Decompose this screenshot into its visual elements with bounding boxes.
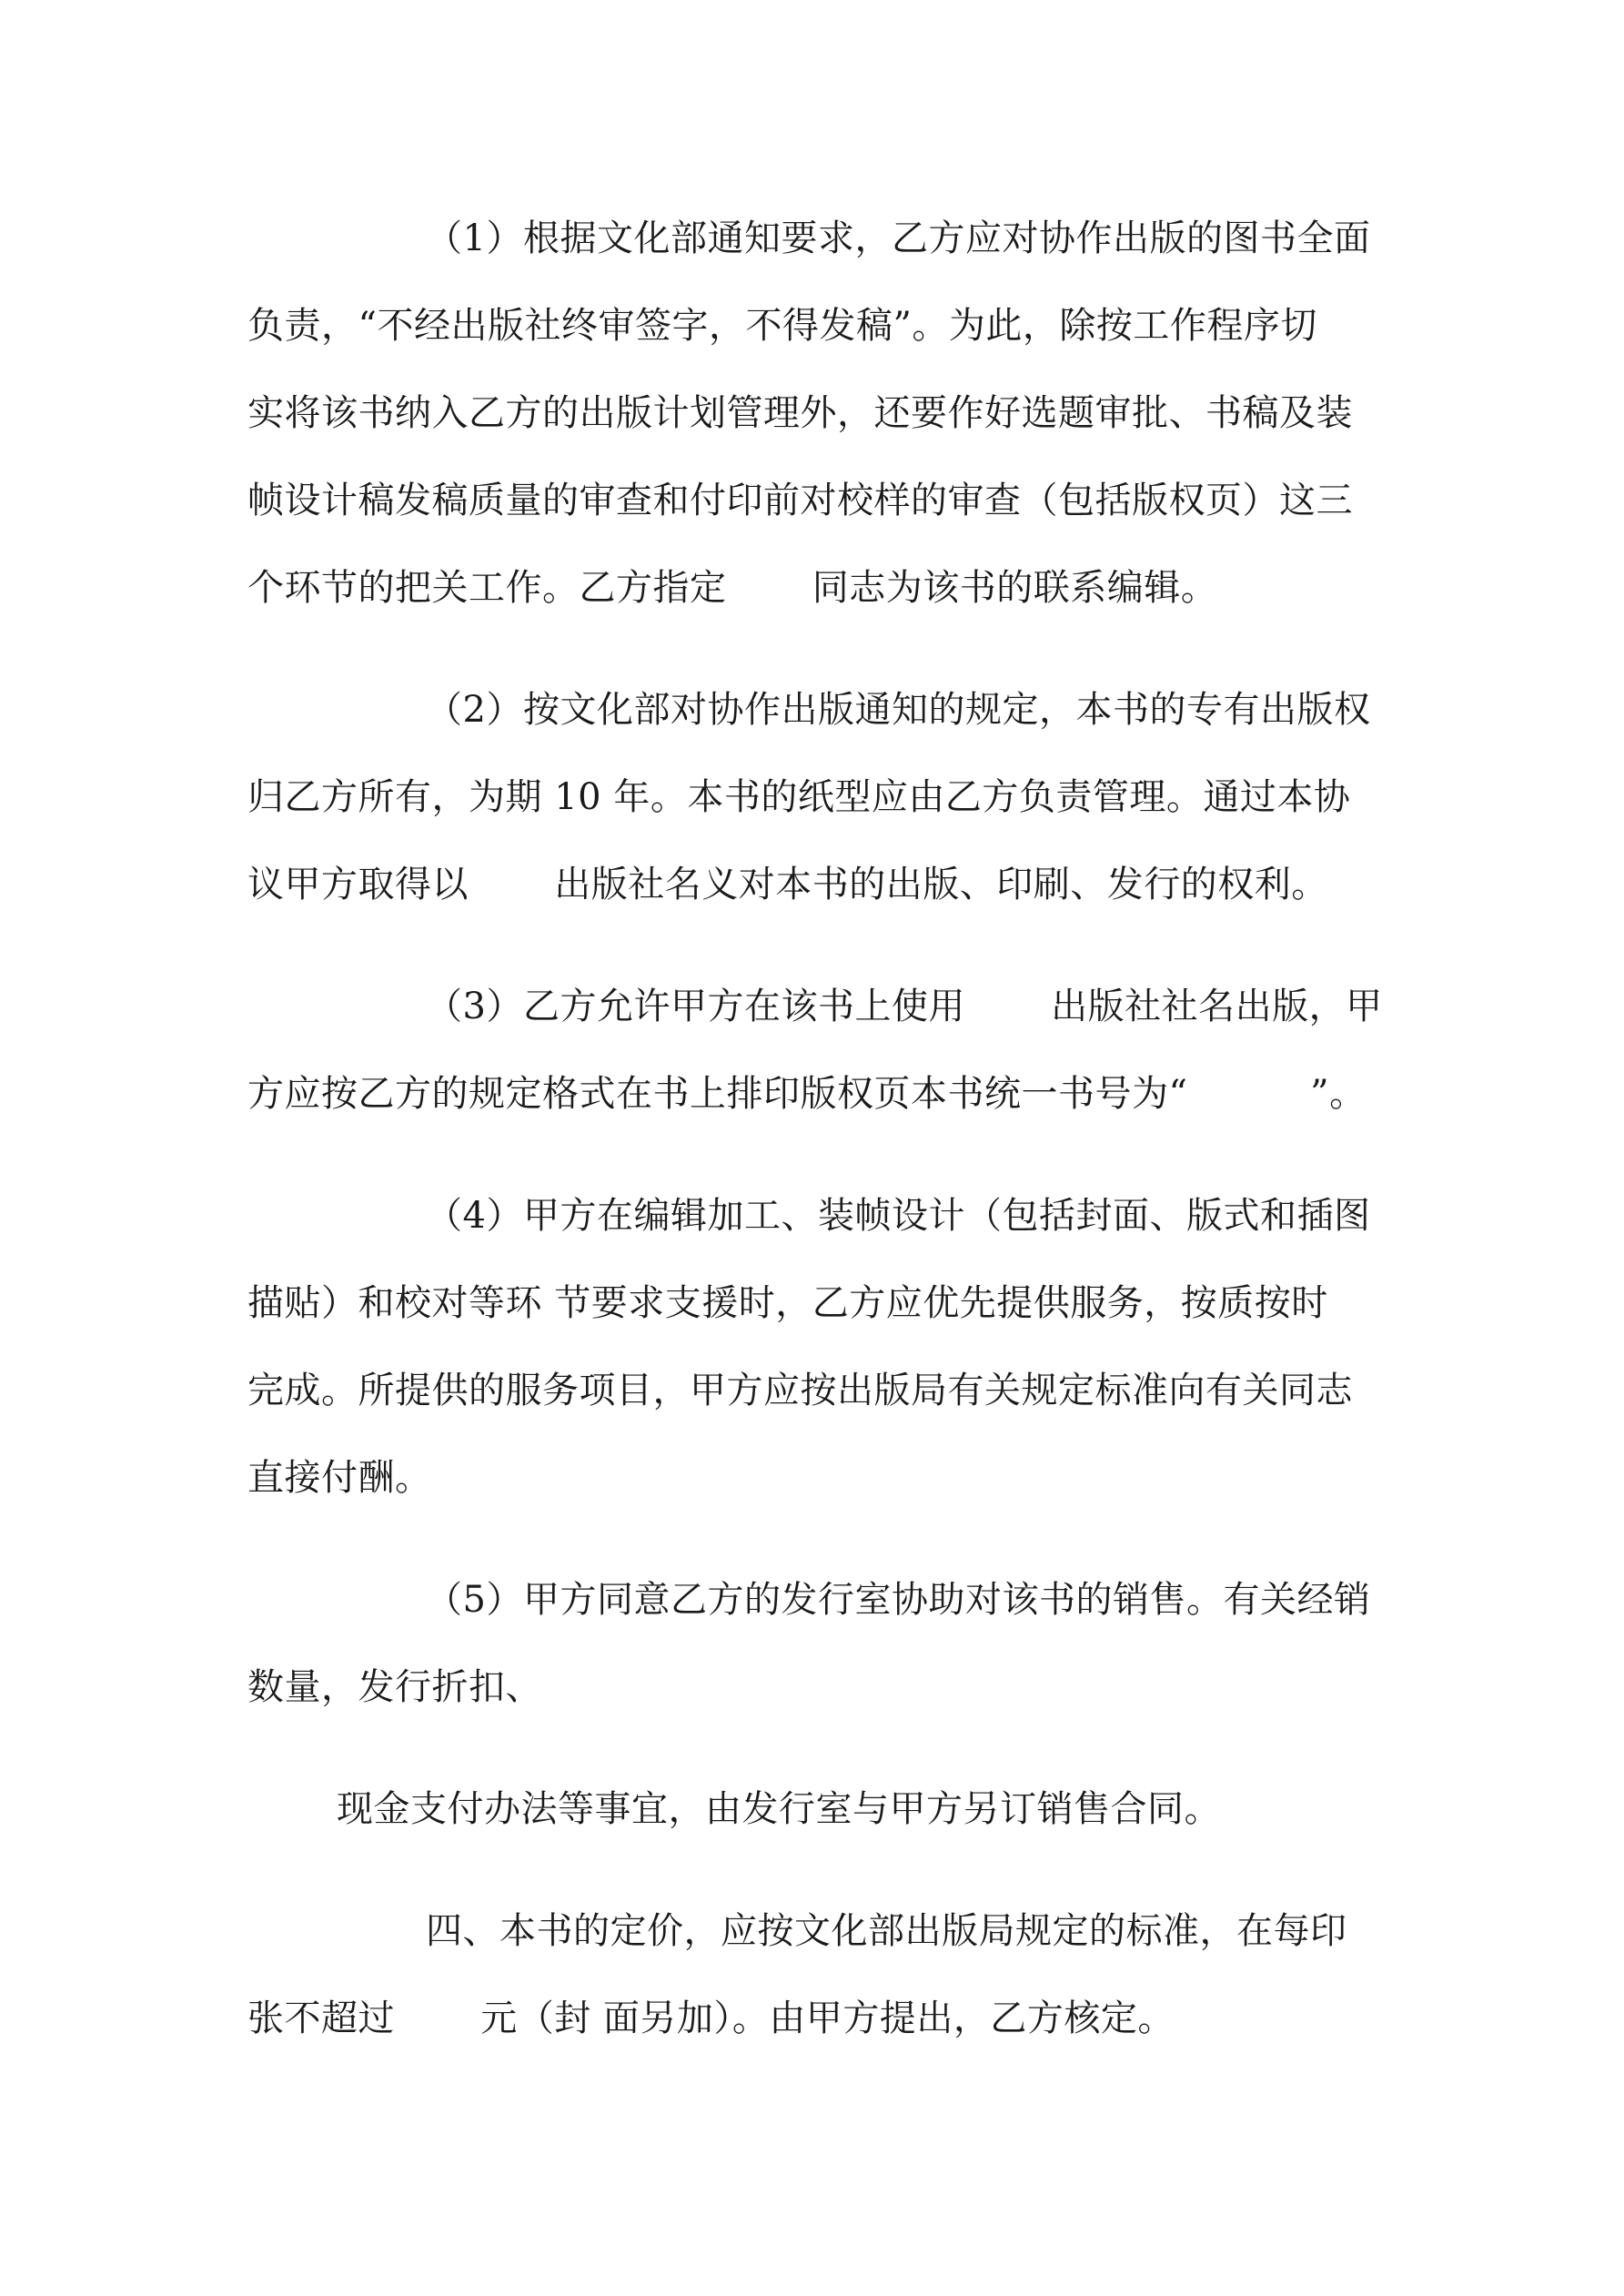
clause-5-cont-line-1: 现金支付办法等事宜，由发行室与甲方另订销售合同。 bbox=[337, 1788, 1221, 1830]
clause-5-line-2: 数量，发行折扣、 bbox=[247, 1666, 542, 1708]
clause-3-line-2: 方应按乙方的规定格式在书上排印版权页本书统一书号为“ ”。 bbox=[247, 1073, 1367, 1115]
clause-2-line-2: 归乙方所有，为期 10 年。本书的纸型应由乙方负责管理。通过本协 bbox=[247, 776, 1351, 818]
section-4-line-2: 张不超过 元（封 面另加）。由甲方提出，乙方核定。 bbox=[247, 1998, 1175, 2039]
section-4-line-1: 四、本书的定价，应按文化部出版局规定的标准，在每印 bbox=[426, 1910, 1347, 1952]
clause-3-line-1: （3）乙方允许甲方在该书上使用 出版社社名出版，甲 bbox=[426, 986, 1383, 1027]
clause-1-line-1: （1）根据文化部通知要求，乙方应对协作出版的图书全面 bbox=[426, 217, 1371, 259]
clause-4-line-1: （4）甲方在编辑加工、装帧设计（包括封面、版式和插图 bbox=[426, 1195, 1371, 1237]
clause-4-line-4: 直接付酬。 bbox=[247, 1457, 432, 1499]
clause-1-line-2: 负责，“不经出版社终审签字，不得发稿”。为此，除按工作程序切 bbox=[247, 305, 1317, 347]
clause-2-line-1: （2）按文化部对协作出版通知的规定，本书的专有出版权 bbox=[426, 689, 1371, 731]
clause-1-line-4: 帧设计稿发稿质量的审查和付印前对校样的审查（包括版权页）这三 bbox=[247, 480, 1353, 521]
clause-2-line-3: 议甲方取得以 出版社名义对本书的出版、印刷、发行的权利。 bbox=[247, 864, 1328, 905]
clause-1-line-5: 个环节的把关工作。乙方指定 同志为该书的联系编辑。 bbox=[247, 567, 1218, 609]
clause-1-line-3: 实将该书纳入乙方的出版计划管理外，还要作好选题审批、书稿及装 bbox=[247, 392, 1353, 434]
clause-4-line-3: 完成。所提供的服务项目，甲方应按出版局有关规定标准向有关同志 bbox=[247, 1370, 1353, 1411]
clause-5-line-1: （5）甲方同意乙方的发行室协助对该书的销售。有关经销 bbox=[426, 1579, 1371, 1621]
clause-4-line-2: 描贴）和校对等环 节要求支援时，乙方应优先提供服务，按质按时 bbox=[247, 1282, 1328, 1324]
